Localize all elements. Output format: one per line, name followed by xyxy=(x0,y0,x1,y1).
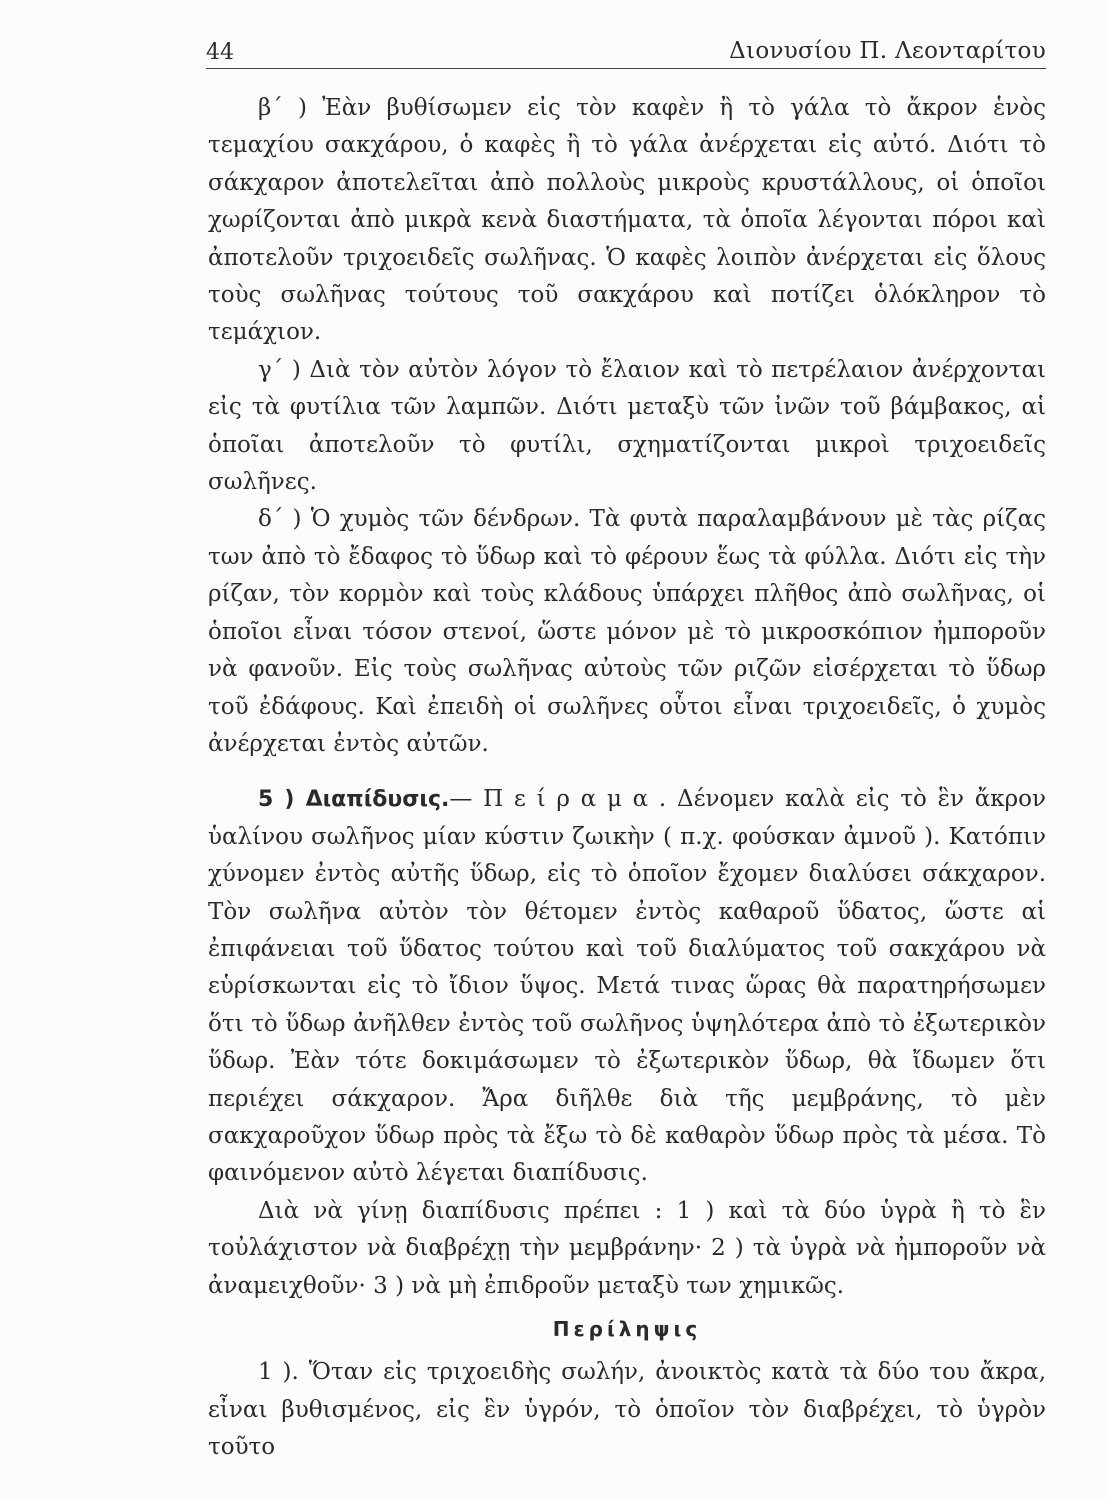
experiment-lead: — Π ε ί ρ α μ α . xyxy=(449,786,667,813)
experiment-text: Δένομεν καλὰ εἰς τὸ ἓν ἄκρον ὑαλίνου σωλῆνος μίαν κύστιν ζωικὴν ( π.χ. φούσκαν ἀμνοῦ ). Κατόπιν χύνομεν ἐντὸς αὐτῆς ὕδωρ, εἰς τὸ ὁποῖον ἔχομεν διαλύσει σάκχαρον. Τὸν σωλῆνα αὐτὸν τὸν θέτομεν ἐντὸς καθαροῦ ὕδατος, ὥστε αἱ ἐπιφάνειαι τοῦ ὕδατος τούτου καὶ τοῦ διαλύματος τοῦ σακχάρου νὰ εὑρίσκωνται εἰς τὸ ἴδιον ὕψος. Μετά τινας ὥρας θὰ παρατηρήσωμεν ὅτι τὸ ὕδωρ ἀνῆλθεν ἐντὸς τοῦ σωλῆνος ὑψηλότερα ἀπὸ τὸ ἐξωτερικὸν ὕδωρ. Ἐὰν τότε δοκιμάσωμεν τὸ ἐξωτερικὸν ὕδωρ, θὰ ἴδωμεν ὅτι περιέχει σάκχαρον. Ἄρα διῆλθε διὰ τῆς μεμβράνης, τὸ μὲν σακχαροῦχον ὕδωρ πρὸς τὰ ἔξω τὸ δὲ καθαρὸν ὕδωρ πρὸς τὰ μέσα. Τὸ φαινόμενον αὐτὸ λέγεται διαπίδυσις. xyxy=(208,786,1046,1187)
paragraph-beta: β΄ ) Ἐὰν βυθίσωμεν εἰς τὸν καφὲν ἢ τὸ γάλα τὸ ἄκρον ἑνὸς τεμαχίου σακχάρου, ὁ καφὲς ἢ τὸ γάλα ἀνέρχεται εἰς αὐτό. Διότι τὸ σάκχαρον ἀποτελεῖται ἀπὸ πολλοὺς μικροὺς κρυστάλλους, οἱ ὁποῖοι χωρίζονται ἀπὸ μικρὰ κενὰ διαστήματα, τὰ ὁποῖα λέγονται πόροι καὶ ἀποτελοῦν τριχοειδεῖς σωλῆνας. Ὁ καφὲς λοιπὸν ἀνέρχεται εἰς ὅλους τοὺς σωλῆνας τούτους τοῦ σακχάρου καὶ ποτίζει ὁλόκληρον τὸ τεμάχιον. xyxy=(208,95,1046,346)
page-body xyxy=(208,90,1046,1467)
page-header xyxy=(206,32,1046,72)
section-title: 5 ) Διαπίδυσις. xyxy=(258,787,450,813)
page-number: 44 xyxy=(206,40,234,65)
summary-heading: Περίληψις xyxy=(552,1317,702,1341)
paragraph-delta: δ΄ ) Ὁ χυμὸς τῶν δένδρων. Τὰ φυτὰ παραλαμβάνουν μὲ τὰς ρίζας των ἀπὸ τὸ ἔδαφος τὸ ὕδωρ καὶ τὸ φέρουν ἕως τὰ φύλλα. Διότι εἰς τὴν ρίζαν, τὸν κορμὸν καὶ τοὺς κλάδους ὑπάρχει πλῆθος ἀπὸ σωλῆνας, οἱ ὁποῖοι εἶναι τόσον στενοί, ὥστε μόνον μὲ τὸ μικροσκόπιον ἠμποροῦν νὰ φανοῦν. Εἰς τοὺς σωλῆνας αὐτοὺς τῶν ριζῶν εἰσέρχεται τὸ ὕδωρ τοῦ ἐδάφους. Καὶ ἐπειδὴ οἱ σωλῆνες οὗτοι εἶναι τριχοειδεῖς, ὁ χυμὸς ἀνέρχεται ἐντὸς αὐτῶν. xyxy=(208,506,1046,757)
paragraph-summary-1: 1 ). Ὅταν εἰς τριχοειδὴς σωλήν, ἀνοικτὸς κατὰ τὰ δύο του ἄκρα, εἶναι βυθισμένος, εἰς ἓν ὑγρόν, τὸ ὁποῖον τὸν διαβρέχει, τὸ ὑγρὸν τοῦτο xyxy=(208,1359,1046,1461)
paragraph-conditions: Διὰ νὰ γίνῃ διαπίδυσις πρέπει : 1 ) καὶ τὰ δύο ὑγρὰ ἢ τὸ ἓν τοὐλάχιστον νὰ διαβρέχῃ τὴν μεμβράνην· 2 ) τὰ ὑγρὰ νὰ ἠμποροῦν νὰ ἀναμειχθοῦν· 3 ) νὰ μὴ ἐπιδροῦν μεταξὺ των χημικῶς. xyxy=(208,1197,1046,1299)
paragraph-diapidysis xyxy=(208,781,1046,1192)
paragraph-gamma: γ΄ ) Διὰ τὸν αὐτὸν λόγον τὸ ἔλαιον καὶ τὸ πετρέλαιον ἀνέρχονται εἰς τὰ φυτίλια τῶν λαμπῶν. Διότι μεταξὺ τῶν ἰνῶν τοῦ βάμβακος, αἱ ὁποῖαι ἀποτελοῦν τὸ φυτίλι, σχηματίζονται μικροὶ τριχοειδεῖς σωλῆνες. xyxy=(208,356,1046,496)
running-head: Διονυσίου Π. Λεονταρίτου xyxy=(729,38,1046,64)
header-rule xyxy=(206,68,1046,69)
